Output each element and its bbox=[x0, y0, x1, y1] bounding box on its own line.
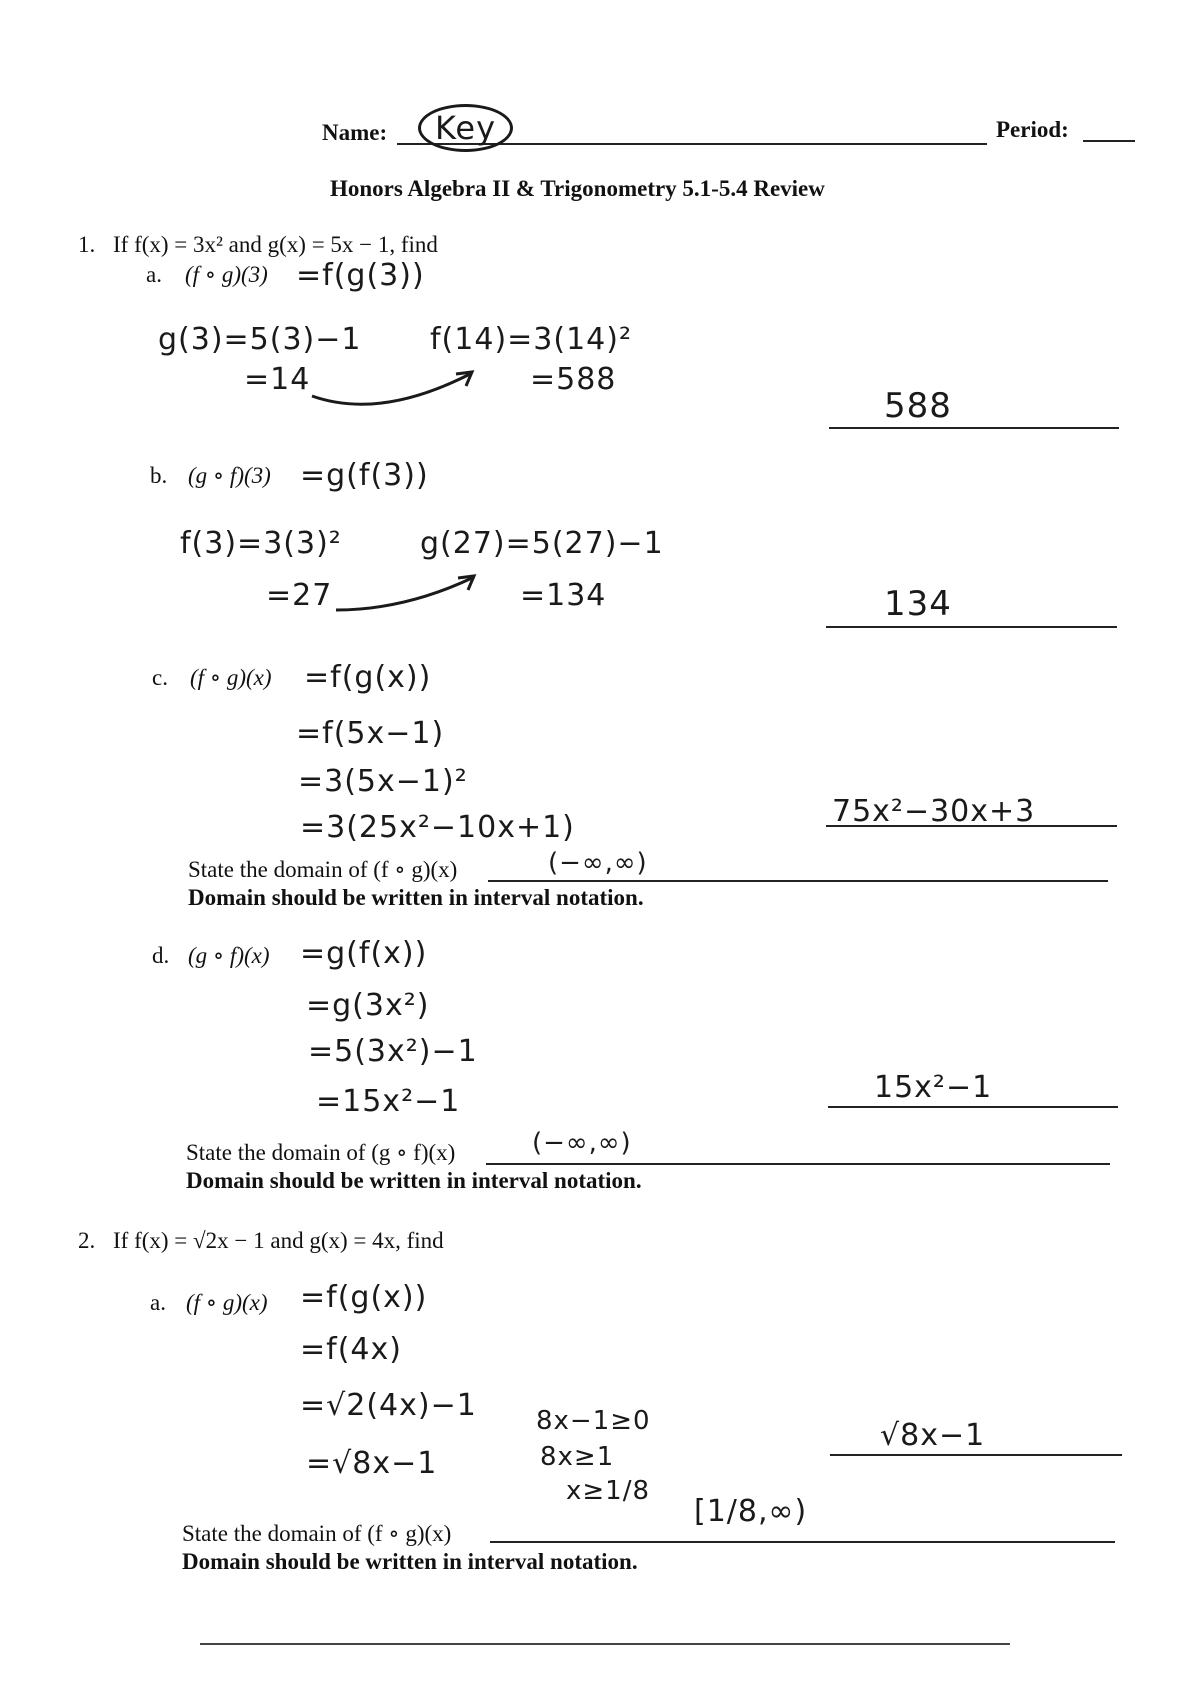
q1c-expression: (f ∘ g)(x) bbox=[190, 665, 272, 690]
q1d-work-line: =g(f(x)) bbox=[300, 936, 428, 971]
q1a-expression: (f ∘ g)(3) bbox=[185, 262, 268, 287]
q2a-side-work: 8x≥1 bbox=[540, 1442, 615, 1472]
q1c-domain-prompt: State the domain of (f ∘ g)(x) bbox=[188, 857, 458, 882]
q2a-domain-line bbox=[490, 1541, 1115, 1543]
q2a-domain-note: Domain should be written in interval notation. bbox=[182, 1549, 638, 1574]
name-label: Name: bbox=[322, 120, 388, 145]
q1d-answer-line bbox=[828, 1106, 1118, 1108]
q1c-answer: 75x²−30x+3 bbox=[832, 794, 1036, 829]
period-label: Period: bbox=[996, 117, 1069, 142]
q1c-work-line: =f(5x−1) bbox=[296, 716, 445, 751]
q1a-work-line: =14 bbox=[244, 362, 311, 397]
q1a-label: a. bbox=[146, 262, 162, 287]
q1d-work-line: =5(3x²)−1 bbox=[308, 1034, 478, 1069]
q1a-work-line: =f(g(3)) bbox=[296, 258, 425, 293]
q1a-answer-line bbox=[829, 427, 1119, 429]
q1c-answer-line bbox=[826, 825, 1117, 827]
q1c-work-line: =3(25x²−10x+1) bbox=[300, 810, 575, 845]
q1b-substitution-arrow bbox=[334, 574, 484, 618]
q1c-domain-note: Domain should be written in interval notation. bbox=[188, 885, 644, 910]
q1a-substitution-arrow bbox=[310, 368, 480, 408]
q2a-work-line: =√2(4x)−1 bbox=[300, 1388, 477, 1423]
q1b-work-line: g(27)=5(27)−1 bbox=[420, 526, 664, 561]
q2a-side-work: 8x−1≥0 bbox=[536, 1406, 651, 1436]
q2a-answer: √8x−1 bbox=[880, 1418, 986, 1453]
q1b-answer: 134 bbox=[884, 584, 952, 624]
q1b-label: b. bbox=[150, 463, 168, 488]
q1d-label: d. bbox=[152, 943, 170, 968]
q1d-expression: (g ∘ f)(x) bbox=[188, 943, 270, 968]
q1a-answer: 588 bbox=[884, 386, 952, 426]
q1d-work-line: =g(3x²) bbox=[306, 988, 430, 1023]
q2a-expression: (f ∘ g)(x) bbox=[186, 1290, 268, 1315]
q2a-domain-prompt: State the domain of (f ∘ g)(x) bbox=[182, 1521, 452, 1546]
q2a-side-work: x≥1/8 bbox=[566, 1476, 651, 1506]
q2-number: 2. bbox=[78, 1228, 96, 1253]
q2a-label: a. bbox=[150, 1290, 166, 1315]
q1d-domain-answer: (−∞,∞) bbox=[532, 1128, 632, 1158]
q1c-domain-answer: (−∞,∞) bbox=[548, 848, 648, 878]
q1c-label: c. bbox=[152, 665, 168, 690]
q2a-domain-answer: [1/8,∞) bbox=[694, 1494, 808, 1529]
q1d-domain-line bbox=[486, 1163, 1110, 1165]
q1c-work-line: =3(5x−1)² bbox=[298, 764, 468, 799]
q1b-work-line: =27 bbox=[266, 578, 333, 613]
q1-number: 1. bbox=[78, 232, 96, 257]
q1d-answer: 15x²−1 bbox=[874, 1070, 993, 1105]
q1a-work-line: =588 bbox=[530, 362, 617, 397]
q2a-work-line: =f(g(x)) bbox=[300, 1280, 428, 1315]
q1d-domain-note: Domain should be written in interval notation. bbox=[186, 1168, 642, 1193]
page-bottom-edge bbox=[200, 1643, 1010, 1645]
q1b-work-line: =g(f(3)) bbox=[300, 458, 429, 493]
q1c-work-line: =f(g(x)) bbox=[304, 660, 432, 695]
q2a-answer-line bbox=[830, 1454, 1122, 1456]
q1b-expression: (g ∘ f)(3) bbox=[188, 463, 271, 488]
q2a-work-line: =√8x−1 bbox=[306, 1446, 438, 1481]
q1d-work-line: =15x²−1 bbox=[316, 1084, 461, 1119]
q1-prompt: If f(x) = 3x² and g(x) = 5x − 1, find bbox=[113, 232, 438, 257]
q2a-work-line: =f(4x) bbox=[300, 1332, 402, 1367]
name-handwritten-circled: Key bbox=[418, 104, 513, 152]
q1b-work-line: =134 bbox=[520, 578, 607, 613]
q2-prompt: If f(x) = √2x − 1 and g(x) = 4x, find bbox=[113, 1228, 444, 1253]
q1b-work-line: f(3)=3(3)² bbox=[180, 526, 342, 561]
q1d-domain-prompt: State the domain of (g ∘ f)(x) bbox=[186, 1140, 456, 1165]
page-title: Honors Algebra II & Trigonometry 5.1-5.4 Review bbox=[330, 176, 825, 201]
q1c-domain-line bbox=[488, 880, 1108, 882]
period-line bbox=[1083, 140, 1135, 142]
q1b-answer-line bbox=[826, 626, 1117, 628]
q1a-work-line: f(14)=3(14)² bbox=[430, 322, 632, 357]
q1a-work-line: g(3)=5(3)−1 bbox=[158, 322, 362, 357]
